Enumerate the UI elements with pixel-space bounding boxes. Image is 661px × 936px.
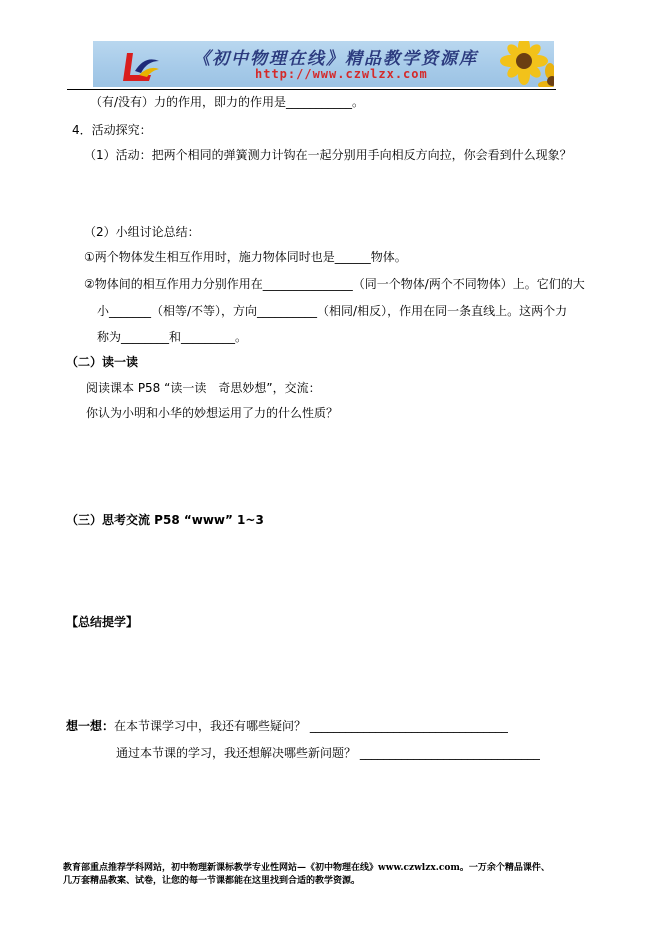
banner-url[interactable]: http://www.czwlzx.com: [255, 67, 428, 81]
reflection-question: [66, 719, 508, 734]
text-line: （有/没有）力的作用，即力的作用是___________。: [90, 95, 365, 109]
footer-line: 几万套精品教案、试卷，让您的每一节课都能在这里找到合适的教学资源。: [63, 876, 361, 886]
header-banner: [93, 41, 554, 87]
text-line: 阅读课本 P58 “读一读 奇思妙想”，交流：: [86, 381, 321, 395]
banner-title: 《初中物理在线》精品教学资源库: [193, 49, 478, 69]
page-footer: [63, 862, 603, 888]
section-heading: 4．活动探究：: [72, 123, 152, 137]
text-line: 称为________和_________。: [97, 330, 248, 344]
reflection-label: 想一想：: [66, 719, 115, 733]
reflection-question: 通过本节课的学习，我还想解决哪些新问题？ ______________________________: [116, 746, 540, 760]
text-line: ①两个物体发生相互作用时，施力物体同时也是______物体。: [84, 250, 407, 264]
text-line: 你认为小明和小华的妙想运用了力的什么性质？: [86, 406, 339, 420]
section-heading: 【总结提学】: [66, 615, 139, 629]
sunflower-icon: [484, 41, 554, 87]
footer-line: 教育部重点推荐学科网站，初中物理新课标教学专业性网站—《初中物理在线》www.czwlzx.com。一万余个精品课件、: [63, 863, 550, 873]
section-heading: （三）思考交流 P58 “www” 1~3: [66, 513, 264, 527]
text-line: （1）活动：把两个相同的弹簧测力计钩在一起分别用手向相反方向拉，你会看到什么现象？: [84, 148, 572, 162]
site-logo-icon: [121, 51, 161, 83]
section-heading: （二）读一读: [66, 355, 139, 369]
text-line: ②物体间的相互作用力分别作用在_______________（同一个物体/两个不同物体）上。它们的大: [84, 277, 585, 291]
reflection-text: 在本节课学习中，我还有哪些疑问？ _________________________________: [114, 719, 508, 733]
header-divider: [67, 89, 556, 90]
text-line: 小_______（相等/不等），方向__________（相同/相反），作用在同一条直线上。这两个力: [97, 304, 568, 318]
text-line: （2）小组讨论总结：: [84, 225, 200, 239]
